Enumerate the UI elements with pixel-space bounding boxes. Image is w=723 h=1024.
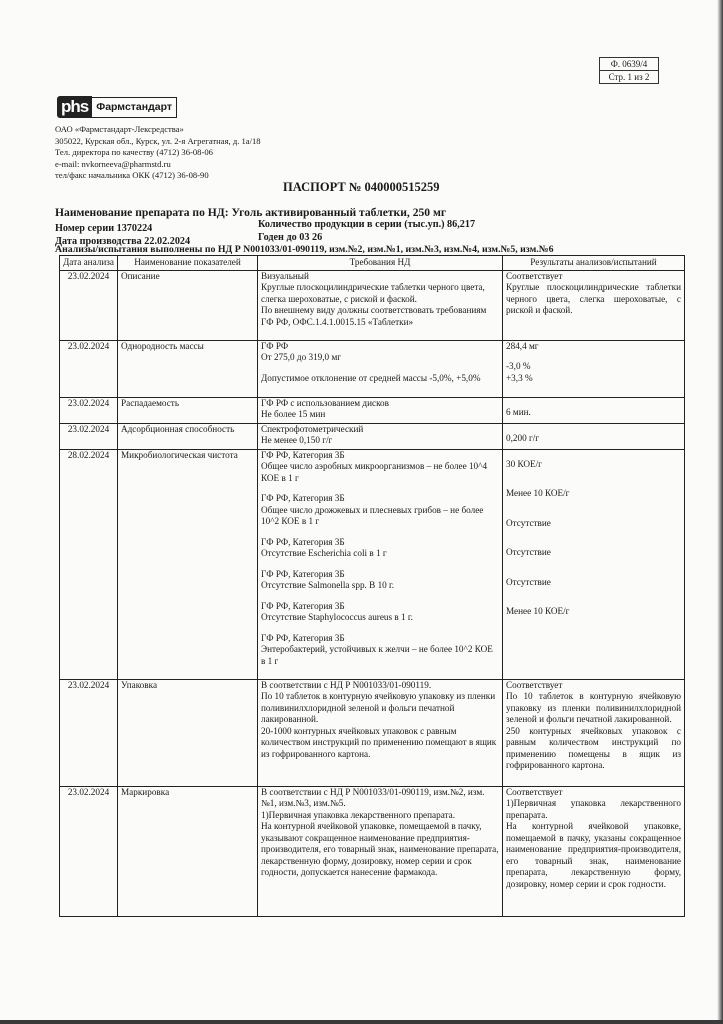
result-cell-line: Отсутствие (506, 547, 551, 557)
table-row (60, 270, 685, 340)
company-phone-director: Тел. директора по качеству (4712) 36-08-06 (55, 147, 213, 158)
requirement-cell-line: В соответствии с НД Р N001033/01-090119. (261, 679, 432, 690)
requirement-cell-line: 1)Первичная упаковка лекарственного препарата. (261, 809, 456, 820)
result-cell-line (506, 529, 681, 538)
col-requirements-header: Требования НД (258, 256, 503, 271)
result-cell-line (506, 538, 681, 547)
company-name: ОАО «Фармстандарт-Лексредства» (55, 124, 184, 134)
result-cell-line (506, 479, 681, 488)
analysis-date: 23.02.2024 (60, 340, 118, 397)
result-cell-line: Круглые плоскоцилиндрические таблетки черного цвета, слегка шероховатые, с риской и фаской. (506, 282, 681, 315)
result-cell-line: 0,200 г/г (506, 432, 540, 443)
requirement-cell-line: ГФ РФ, Категория 3Б (261, 493, 345, 503)
result-cell-line: 250 контурных ячейковых упаковок с равным количеством инструкций по применению помещены в ящик из гофрированного картона. (506, 725, 681, 770)
requirement-cell-line: Допустимое отклонение от средней массы -5,0%, +5,0% (261, 372, 481, 383)
expiry-date: Годен до 03 26 (258, 232, 323, 243)
col-results-header: Результаты анализов/испытаний (503, 256, 685, 271)
result-cell-line: Менее 10 КОЕ/г (506, 606, 570, 616)
parameter-name: Упаковка (118, 679, 258, 786)
logo-mark: phs (57, 96, 92, 118)
requirement-cell-line (261, 484, 499, 493)
requirement-cell-line: От 275,0 до 319,0 мг (261, 352, 342, 362)
requirement-cell-line (261, 592, 499, 601)
result-cell (503, 340, 685, 397)
result-cell-line (506, 588, 681, 597)
result-cell-line (506, 450, 681, 459)
form-code-box (599, 57, 659, 84)
requirement-cell (258, 449, 503, 679)
requirement-cell (258, 423, 503, 449)
requirement-cell-line: На контурной ячейковой упаковке, помещаемой в пачку, указывают сокращенное наименование предприятия-производителя, его товарный знак, наименование препарата, лекарственную форму, дозировку, номер серии и срок годности, допускается нанесение фармакода. (261, 821, 499, 877)
parameter-name: Однородность массы (118, 340, 258, 397)
parameter-name: Маркировка (118, 786, 258, 916)
requirement-cell-line (261, 528, 499, 537)
requirement-cell (258, 270, 503, 340)
company-logo (57, 96, 177, 118)
result-cell-line: -3,0 % (506, 361, 531, 371)
result-cell-line: Соответствует (506, 786, 563, 797)
requirement-cell-line: ГФ РФ с использованием дисков (261, 397, 389, 408)
result-cell-line: 6 мин. (506, 406, 531, 417)
parameter-name: Адсорбционная способность (118, 423, 258, 449)
serial-number: Номер серии 1370224 (55, 223, 153, 234)
requirement-cell-line: По внешнему виду должны соответствовать требованиям ГФ РФ, ОФС.1.4.1.0015.15 «Таблетки» (261, 305, 487, 327)
requirement-cell-line: Не менее 0,150 г/г (261, 435, 333, 445)
requirement-cell (258, 340, 503, 397)
result-cell-line: Отсутствие (506, 517, 551, 528)
col-name-header: Наименование показателей (118, 256, 258, 271)
result-cell-line: Соответствует (506, 679, 563, 690)
requirement-cell-line (261, 364, 499, 373)
result-cell-line (506, 568, 681, 577)
result-cell-line: 30 КОЕ/г (506, 458, 542, 469)
result-cell-line (506, 470, 681, 479)
requirement-cell-line: Не более 15 мин (261, 409, 326, 419)
table-header (60, 256, 685, 271)
table-row (60, 786, 685, 916)
requirement-cell-line: ГФ РФ (261, 340, 289, 351)
table-row (60, 449, 685, 679)
result-cell-line (506, 352, 681, 361)
result-cell-line: 284,4 мг (506, 340, 539, 351)
result-cell-line: +3,3 % (506, 372, 533, 383)
requirement-cell-line: По 10 таблеток в контурную ячейковую упаковку из пленки поливинилхлоридной зеленой и фольги печатной лакированной. (261, 691, 496, 724)
result-cell (503, 449, 685, 679)
analysis-date: 23.02.2024 (60, 270, 118, 340)
result-cell (503, 786, 685, 916)
result-cell-line: Отсутствие (506, 576, 551, 587)
result-cell-line (506, 597, 681, 606)
requirement-cell-line: Отсутствие Salmonella spp. В 10 г. (261, 580, 395, 590)
requirement-cell-line (261, 624, 499, 633)
requirement-cell (258, 397, 503, 423)
company-street: 305022, Курская обл., Курск, ул. 2-я Агрегатная, д. 1а/18 (55, 135, 261, 146)
page-number: Стр. 1 из 2 (600, 70, 658, 83)
requirement-cell-line: Круглые плоскоцилиндрические таблетки черного цвета, слегка шероховатые, с риской и фаской. (261, 282, 485, 304)
scan-edge-right (717, 0, 723, 1024)
result-cell-line: Соответствует (506, 270, 563, 281)
parameter-name: Микробиологическая чистота (118, 449, 258, 679)
requirement-cell-line: ГФ РФ, Категория 3Б (261, 536, 345, 547)
result-cell-line: 1)Первичная упаковка лекарственного препарата. (506, 798, 681, 820)
result-cell-line: На контурной ячейковой упаковке, помещаемой в пачку, указаны сокращенное наименование предприятия-производителя, его товарный знак, наименование препарата, лекарственную форму, дозировку, номер серии и срок годности. (506, 821, 681, 889)
result-cell-line (506, 509, 681, 518)
production-date: Дата производства 22.02.2024 (55, 236, 191, 247)
requirement-cell-line: ГФ РФ, Категория 3Б (261, 568, 345, 579)
requirement-cell-line: Визуальный (261, 270, 309, 281)
requirement-cell-line: ГФ РФ, Категория 3Б (261, 449, 345, 460)
requirement-cell-line: Отсутствие Escherichia coli в 1 г (261, 548, 387, 558)
result-cell-line: Менее 10 КОЕ/г (506, 488, 570, 498)
requirement-cell-line: ГФ РФ, Категория 3Б (261, 600, 345, 611)
result-cell (503, 397, 685, 423)
passport-title: ПАСПОРТ № 040000515259 (283, 180, 440, 194)
requirement-cell-line: Спектрофотометрический (261, 423, 364, 434)
analysis-date: 23.02.2024 (60, 397, 118, 423)
analysis-basis: Анализы/испытания выполнены по НД Р N001033/01-090119, изм.№2, изм.№1, изм.№3, изм.№4, изм.№5, изм.№6 (55, 244, 554, 255)
table-row (60, 340, 685, 397)
analysis-date: 28.02.2024 (60, 449, 118, 679)
result-cell-line: По 10 таблеток в контурную ячейковую упаковку из пленки поливинилхлоридной зеленой и фольги печатной лакированной. (506, 691, 681, 724)
company-address (55, 124, 261, 182)
requirement-cell-line: Общее число дрожжевых и плесневых грибов – не более 10^2 КОЕ в 1 г (261, 504, 484, 526)
scan-edge-bottom (0, 1020, 723, 1024)
requirement-cell-line: Энтеробактерий, устойчивых к желчи – не более 10^2 КОЕ в 1 г (261, 644, 493, 666)
analysis-date: 23.02.2024 (60, 423, 118, 449)
result-cell-line (506, 424, 681, 433)
result-cell-line (506, 398, 681, 407)
requirement-cell (258, 786, 503, 916)
result-cell-line (506, 500, 681, 509)
requirement-cell (258, 679, 503, 786)
requirement-cell-line: Отсутствие Staphylococcus aureus в 1 г. (261, 612, 413, 622)
requirement-cell-line (261, 560, 499, 569)
product-name: Наименование препарата по НД: Уголь активированный таблетки, 250 мг (55, 206, 447, 219)
col-date-header: Дата анализа (60, 256, 118, 271)
requirement-cell-line: ГФ РФ, Категория 3Б (261, 632, 345, 643)
batch-quantity: Количество продукции в серии (тыс.уп.) 86,217 (258, 219, 476, 230)
requirement-cell-line: 20-1000 контурных ячейковых упаковок с равным количеством инструкций по применению помещают в ящик из гофрированного картона. (261, 725, 497, 759)
table-row (60, 397, 685, 423)
parameter-name: Описание (118, 270, 258, 340)
result-cell (503, 423, 685, 449)
form-code: Ф. 0639/4 (610, 59, 648, 69)
result-cell (503, 270, 685, 340)
table-row (60, 679, 685, 786)
result-cell-line (506, 559, 681, 568)
analysis-date: 23.02.2024 (60, 679, 118, 786)
result-cell (503, 679, 685, 786)
analysis-date: 23.02.2024 (60, 786, 118, 916)
requirement-cell-line: Общее число аэробных микроорганизмов – не более 10^4 КОЕ в 1 г (261, 461, 488, 483)
company-email: e-mail: nvkorneeva@pharmstd.ru (55, 158, 171, 169)
company-phone-okk: тел/факс начальника ОКК (4712) 36-08-90 (55, 170, 209, 181)
results-table (59, 255, 685, 917)
requirement-cell-line: В соответствии с НД Р N001033/01-090119, изм.№2, изм.№1, изм.№3, изм.№5. (261, 786, 485, 808)
logo-text: Фармстандарт (92, 97, 177, 118)
table-row (60, 423, 685, 449)
parameter-name: Распадаемость (118, 397, 258, 423)
